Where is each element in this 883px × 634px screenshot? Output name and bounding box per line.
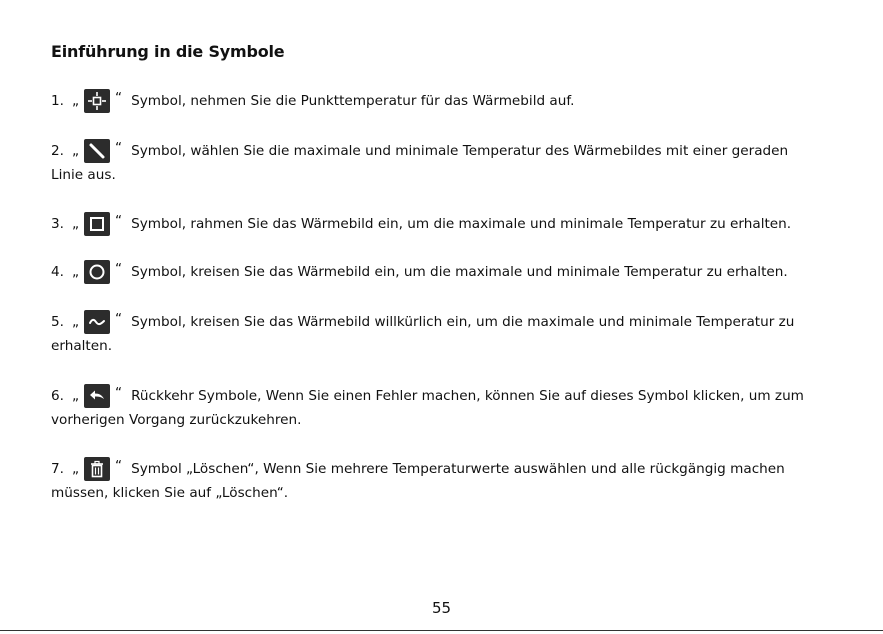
quote-open: „ [71, 216, 80, 232]
footer-rule [0, 630, 883, 631]
item-number: 2. [51, 143, 64, 159]
trash-can-icon [84, 457, 110, 481]
list-item [51, 89, 841, 113]
freehand-tool-icon [84, 310, 110, 334]
quote-close: “ [115, 311, 123, 327]
item-text-line: vorherigen Vorgang zurückzukehren. [51, 412, 302, 428]
item-text-line: Symbol, nehmen Sie die Punkttemperatur für das Wärmebild auf. [131, 93, 575, 109]
quote-close: “ [115, 90, 123, 106]
quote-close: “ [115, 140, 123, 156]
quote-open: „ [71, 314, 80, 330]
quote-open: „ [71, 264, 80, 280]
list-item [51, 139, 841, 187]
item-text-line: Symbol, kreisen Sie das Wärmebild willkürlich ein, um die maximale und minimale Temperatur zu [131, 314, 795, 330]
page-title: Einführung in die Symbole [51, 42, 285, 61]
item-text-line: Rückkehr Symbole, Wenn Sie einen Fehler machen, können Sie auf dieses Symbol klicken, um zum [131, 388, 804, 404]
list-item [51, 384, 841, 432]
rectangle-tool-icon [84, 212, 110, 236]
item-number: 1. [51, 93, 64, 109]
item-text-line: erhalten. [51, 338, 113, 354]
item-number: 6. [51, 388, 64, 404]
circle-tool-icon [84, 260, 110, 284]
item-number: 4. [51, 264, 64, 280]
item-text-line: müssen, klicken Sie auf „Löschen“. [51, 485, 289, 501]
item-number: 7. [51, 461, 64, 477]
undo-arrow-icon [84, 384, 110, 408]
list-item [51, 212, 841, 236]
item-text-line: Symbol, wählen Sie die maximale und minimale Temperatur des Wärmebildes mit einer geraden [131, 143, 789, 159]
item-text-line: Symbol „Löschen“, Wenn Sie mehrere Temperaturwerte auswählen und alle rückgängig machen [131, 461, 785, 477]
quote-close: “ [115, 458, 123, 474]
list-item [51, 310, 841, 358]
quote-open: „ [71, 143, 80, 159]
line-tool-icon [84, 139, 110, 163]
crosshair-point-icon [84, 89, 110, 113]
quote-open: „ [71, 388, 80, 404]
page-number: 55 [431, 599, 452, 617]
quote-open: „ [71, 93, 80, 109]
list-item [51, 260, 841, 284]
item-text-line: Linie aus. [51, 167, 116, 183]
quote-close: “ [115, 385, 123, 401]
item-number: 5. [51, 314, 64, 330]
item-text-line: Symbol, rahmen Sie das Wärmebild ein, um die maximale und minimale Temperatur zu erhalten. [131, 216, 792, 232]
item-number: 3. [51, 216, 64, 232]
quote-close: “ [115, 261, 123, 277]
quote-open: „ [71, 461, 80, 477]
item-text-line: Symbol, kreisen Sie das Wärmebild ein, um die maximale und minimale Temperatur zu erhalten. [131, 264, 788, 280]
list-item [51, 457, 841, 505]
quote-close: “ [115, 213, 123, 229]
